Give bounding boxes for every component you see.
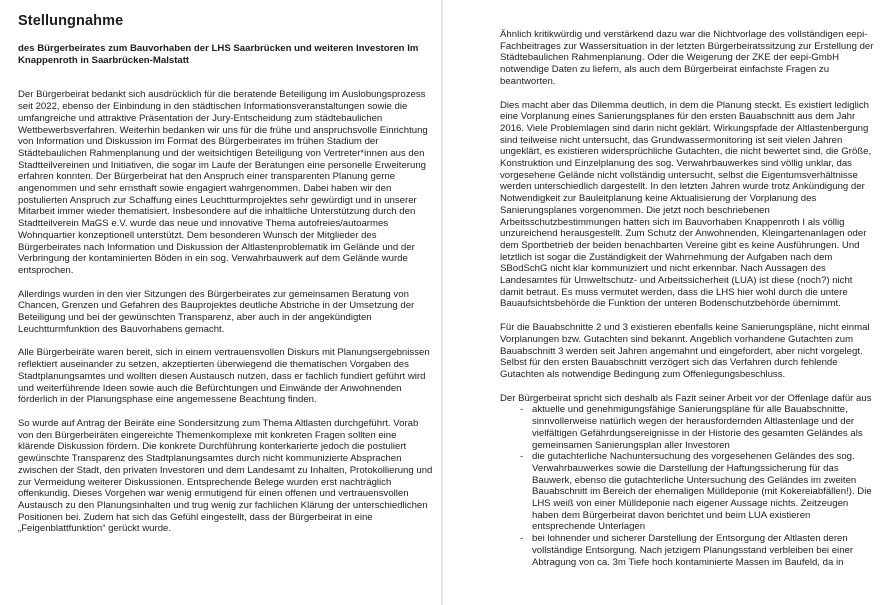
bullet-sanierungsplaene: aktuelle und genehmigungsfähige Sanierungspläne für alle Bauabschnitte, sinnvollerweise natürlich wegen der herausfordernden Altlastenlage und der vielfältigen Gefährdungsereignisse in der Historie des gesamten Geländes als gemeinsamen Sanierungsplan aller Investoren bbox=[532, 404, 863, 451]
page-right bbox=[500, 0, 876, 605]
bullet-dash-marker: - bbox=[520, 533, 524, 545]
fazit-intro: Der Bürgerbeirat spricht sich deshalb als Fazit seiner Arbeit vor der Offenlage dafür aus bbox=[500, 392, 872, 404]
paragraph-willingness-discourse: Alle Bürgerbeiräte waren bereit, sich in einem vertrauensvollen Diskurs mit Planungsergebnissen reflektiert auseinander zu setzen, akzeptierten überwiegend die thematischen Vorgaben des Stadtplanungsamtes und wollten diesen Austausch nutzen, dass er fachlich fundiert geführt wird und weiterführende Ideen sowie auch die Befürchtungen und Einwände der Anwohnenden förderlich in der Planungsphase eine angemessene Beachtung finden. bbox=[18, 347, 430, 406]
bullet-entsorgung: bei lohnender und sicherer Darstellung der Entsorgung der Altlasten deren vollständige Entsorgung. Nach jetzigem Planungsstand verbleiben bei einer Abtragung von ca. 3m Tiefe hoch kontaminierte Massen im Baufeld, da in bbox=[532, 533, 854, 568]
list-item bbox=[500, 404, 876, 451]
fazit-bullet-list bbox=[500, 404, 876, 568]
paragraph-thanks-participation: Der Bürgerbeirat bedankt sich ausdrücklich für die beratende Beteiligung im Auslobungsprozess seit 2022, ebenso der Einbindung in den städtischen Informationsveranstaltungen sowie die umfangreiche und attraktive Präsentation der Jury-Entscheidung zum städtebaulichen Wettbewerbsverfahren. Weiterhin bedanken wir uns für die frühe und anspruchsvolle Einrichtung von Information und Diskussion im Format des Bürgerbeirates im frühen Stadium der Städtebaulichen Rahmenplanung und der weitsichtigen Beteiligung von Vertreter*innen aus den Stadtteilvereinen und Initiativen, die sogar im Laufe der Beratungen eine personelle Erweiterung erfahren konnten. Der Bürgerbeirat hat den Anspruch einer transparenten Planung gerne angenommen und sehr ernsthaft sowie engagiert wahrgenommen. Dabei haben wir den postulierten Anspruch zur Schaffung eines Leuchtturmprojektes sehr gewürdigt und in unserer Mitarbeit immer wieder thematisiert. Insbesondere auf die inhaltliche Unterstützung durch den Stadtteilverein MaGS e.V. wurde das neue und innovative Thema autofreies/autoarmes Wohnquartier konzeptionell unterstützt. Dem besonderen Wunsch der Mitglieder des Bürgerbeirates nach Information und Diskussion der Altlastenproblematik im Gelände und der Verbringung der kontaminierten Böden in ein sog. Verwahrbauwerk auf dem Gelände wurde entsprochen. bbox=[18, 89, 428, 276]
page-left bbox=[18, 0, 434, 605]
paragraph-criticism-nichtvorlage: Ähnlich kritikwürdig und verstärkend dazu war die Nichtvorlage des vollständigen eepi-Fachbeitrages zur Wassersituation in der letzten Bürgerbeiratssitzung zur Erstellung der Städtebaulichen Rahmenplanung. Oder die Weigerung der ZKE der eepi-GmbH notwendige Daten zu liefern, als auch dem Bürgerbeirat einfachste Fragen zu beantworten. bbox=[500, 29, 874, 87]
document-subtitle: des Bürgerbeirates zum Bauvorhaben der LHS Saarbrücken und weiteren Investoren Im Knappenroth in Saarbrücken-Malstatt bbox=[18, 43, 419, 66]
paragraph-bauabschnitte-2-3: Für die Bauabschnitte 2 und 3 existieren ebenfalls keine Sanierungspläne, nicht einmal Vorplanungen bzw. Gutachten sind bekannt. Angeblich vorhandene Gutachten zum Bauabschnitt 3 werden seit Jahren angemahnt und eingefordert, aber nicht vorgelegt. Selbst für den ersten Bauabschnitt verzögert sich das Verfahren durch fehlende Gutachten als notwendige Bedingung zum Offenlegungsbeschluss. bbox=[500, 322, 870, 380]
bullet-dash-marker: - bbox=[520, 451, 524, 463]
list-item bbox=[500, 451, 876, 533]
paragraph-shortcomings: Allerdings wurden in den vier Sitzungen des Bürgerbeirates zur gemeinsamen Beratung von Chancen, Grenzen und Gefahren des Bauprojektes deutliche Abstriche in der Umsetzung der Beteiligung und bei der gewünschten Transparenz, aber auch in der angekündigten Leuchtturmfunktion des Bauvorhabens gemacht. bbox=[18, 288, 415, 335]
bullet-nachuntersuchung: die gutachterliche Nachuntersuchung des vorgesehenen Geländes des sog. Verwahrbauwerkes sowie die Darstellung der Haftungssicherung für das Bauwerk, ebenso die gutachterliche Untersuchung des Geländes im zweiten Bauabschnitt im Bereich der ehemaligen Mülldeponie (mit Kokereiabfällen!). Die LHS weiß von einer Mülldeponie nach eigener Aussage nichts. Zeitzeugen haben dem Bürgerbeirat davon berichtet und beim LUA existieren entsprechende Unterlagen bbox=[532, 451, 872, 533]
list-item bbox=[500, 533, 876, 568]
bullet-dash-marker: - bbox=[520, 404, 524, 416]
paragraph-dilemma-planung: Dies macht aber das Dilemma deutlich, in dem die Planung steckt. Es existiert lediglich eine Vorplanung eines Sanierungsplanes für den ersten Bauabschnitt aus dem Jahr 2016. Viele Problemlagen sind darin nicht geklärt. Wirkungspfade der Altlastenbergung sind teilweise nicht untersucht, das Grundwassermonitoring ist seit vielen Jahren ungeklärt, es existieren widersprüchliche Gutachten, die nicht bewertet sind, die Größe, Konstruktion und Einzelplanung des sog. Verwahrbauwerkes sind völlig unklar, das vorgesehene Gelände nicht vollständig untersucht, selbst die Eigentumsverhältnisse werden unterschiedlich dargestellt. In den letzten Jahren wurde trotz Ankündigung der Notwendigkeit zur Bauleitplanung keine Aktualisierung der Vorplanung des Sanierungsplanes vorgenommen. Die jetzt noch beschriebenen Arbeitsschutzbestimmungen hatten sich im Bauvorhaben Knappenroth I als völlig unzureichend herausgestellt. Zum Schutz der Anwohnenden, Kleingartenanlagen oder dem Sportbetrieb der beiden benachbarten Vereine gibt es keine Ausführungen. Und letztlich ist sogar die Zuständigkeit der Wahrnehmung der Aufgaben nach dem SBodSchG nicht klar kommuniziert und nicht erkennbar. Nach Aussagen des Landesamtes für Umweltschutz- und Arbeitssicherheit (LUA) ist diese (noch?) nicht damit betraut. Es muss vermutet werden, dass die LHS hier wohl durch die untere Bauaufsichtsbehörde die Funktion der unteren Bodenschutzbehörde übernimmt. bbox=[500, 99, 872, 310]
document-title: Stellungnahme bbox=[18, 13, 124, 29]
paragraph-special-session-altlasten: So wurde auf Antrag der Beiräte eine Sondersitzung zum Thema Altlasten durchgeführt. Vorab von den Bürgerbeiräten eingereichte Themenkomplexe mit konkreten Fragen sollten eine klärende Diskussion fördern. Die konkrete Durchführung konterkarierte jedoch die postuliert gewünschte Transparenz des Stadtplanungsamtes durch nicht kommunizierte Absprachen zwischen der Stadt, den privaten Investoren und dem Landesamt zu Inhalten, Protokollierung und zur Vermeidung weiterer Diskussionen. Entsprechende Belege wurden erst nachträglich offenkundig. Dieses Vorgehen war wenig ermutigend für einen offenen und vertrauensvollen Austausch zu den Planungsinhalten und trug wenig zur fachlichen Klärung der unterschiedlichen Positionen bei. Zudem hat sich das Gefühl eingestellt, dass der Bürgerbeirat in eine „Feigenblattfunktion“ gerückt wurde. bbox=[18, 417, 433, 535]
page-divider bbox=[441, 0, 443, 605]
